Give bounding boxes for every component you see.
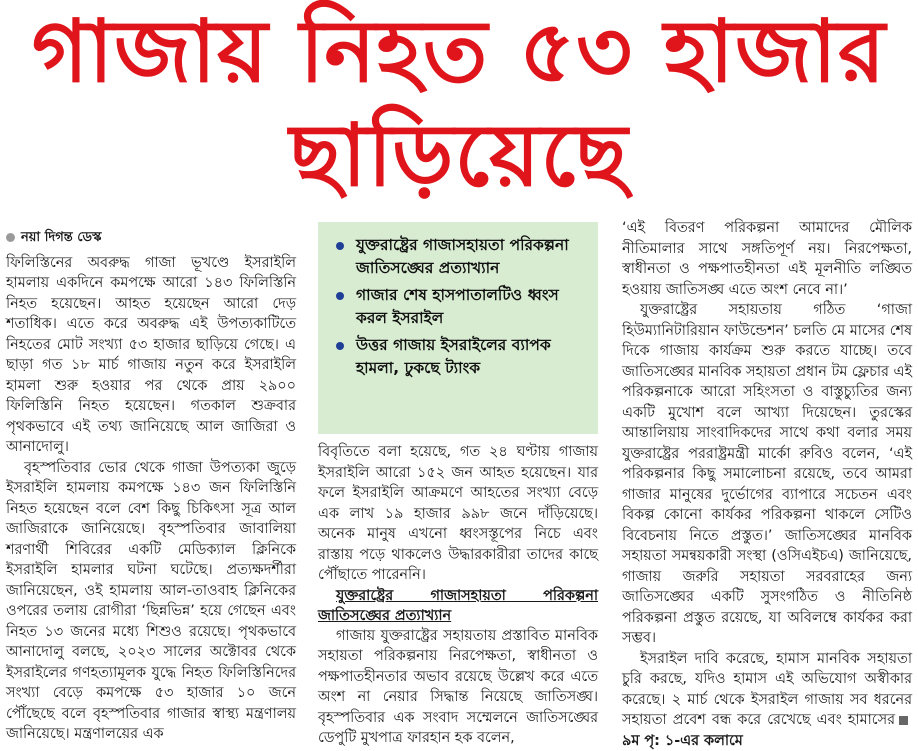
right-paragraph-3 [622, 649, 912, 751]
highlight-item [332, 334, 588, 380]
middle-paragraph-1: বিবৃতিতে বলা হয়েছে, গত ২৪ ঘণ্টায় গাজায় ইসরাইলি আরো ১৫২ জন আহত হয়েছেন। যার ফলে ইসরাইলি আক্রমণে আহতের সংখ্যা বেড়ে এক লাখ ১৯ হাজার ৯৯৮ জনে দাঁড়িয়েছে। অনেক মানুষ এখনো ধ্বংসস্তূপের নিচে এবং রাস্তায় পড়ে থাকলেও উদ্ধারকারীরা তাদের কাছে পৌঁছাতে পারেননি। [318, 442, 598, 586]
highlights-box [318, 222, 598, 434]
byline-dot-icon [6, 233, 15, 242]
left-paragraph-1: ফিলিস্তিনের অবরুদ্ধ গাজা ভূখণ্ডে ইসরাইলি হামলায় একদিনে কমপক্ষে আরো ১৪৩ ফিলিস্তিনি নিহত হয়েছেন। আহত হয়েছেন আরো দেড় শতাধিক। এতে করে অবরুদ্ধ এই উপত্যকাটিতে নিহতের মোট সংখ্যা ৫৩ হাজার ছাড়িয়ে গেছে। এ ছাড়া গত ১৮ মার্চ গাজায় নতুন করে ইসরাইলি হামলা শুরু হওয়ার পর থেকে প্রায় ২৯০০ ফিলিস্তিনি নিহত হয়েছেন। গতকাল শুক্রবার পৃথকভাবে এই তথ্য জানিয়েছে আল জাজিরা ও আনাদোলু। [6, 253, 296, 458]
middle-paragraph-2: গাজায় যুক্তরাষ্ট্রের সহায়তায় প্রস্তাবিত মানবিক সহায়তা পরিকল্পনায় নিরপেক্ষতা, স্বাধীনতা ও পক্ষপাতহীনতার অভাব রয়েছে উল্লেখ করে এতে অংশ না নেয়ার সিদ্ধান্ত নিয়েছে জাতিসঙ্ঘ। বৃহস্পতিবার এক সংবাদ সম্মেলনে জাতিসঙ্ঘের ডেপুটি মুখপাত্র ফারহান হক বলেন, [318, 626, 598, 749]
headline-line-2: ছাড়িয়েছে [0, 106, 918, 206]
byline-text: নয়া দিগন্ত ডেস্ক [21, 230, 101, 245]
left-paragraph-2: বৃহস্পতিবার ভোর থেকে গাজা উপত্যকা জুড়ে ইসরাইলি হামলায় কমপক্ষে ১৪৩ জন ফিলিস্তিনি নিহত হয়েছেন বলে বেশ কিছু চিকিৎসা সূত্র আল জাজিরাকে জানিয়েছে। বৃহস্পতিবার জাবালিয়া শরণার্থী শিবিরের একটি মেডিক্যাল ক্লিনিকে ইসরাইলি হামলার ঘটনা ঘটেছে। প্রত্যক্ষদর্শীরা জানিয়েছেন, ওই হামলায় আল-তাওবাহ ক্লিনিকের ওপরের তলায় রোগীরা ‘ছিন্নভিন্ন’ হয়ে গেছেন এবং নিহত ১৩ জনের মধ্যে শিশুও রয়েছে। পৃথকভাবে আনাদোলু বলছে, ২০২৩ সালের অক্টোবর থেকে ইসরাইলের গণহত্যামূলক যুদ্ধে নিহত ফিলিস্তিনিদের সংখ্যা বেড়ে কমপক্ষে ৫৩ হাজার ১০ জনে পৌঁছেছে বলে বৃহস্পতিবার গাজার স্বাস্থ্য মন্ত্রণালয় জানিয়েছে। মন্ত্রণালয়ের এক [6, 458, 296, 745]
bullet-icon [336, 342, 344, 350]
left-column [6, 228, 296, 745]
right-paragraph-1: ‘এই বিতরণ পরিকল্পনা আমাদের মৌলিক নীতিমালার সাথে সঙ্গতিপূর্ণ নয়। নিরপেক্ষতা, স্বাধীনতা ও পক্ষপাতহীনতা এই মূলনীতি লঙ্ঘিত হওয়ায় জাতিসঙ্ঘ এতে অংশ নেবে না।’ [622, 218, 912, 300]
middle-column [318, 442, 598, 749]
highlight-text: যুক্তরাষ্ট্রের গাজাসহায়তা পরিকল্পনা জাতিসঙ্ঘের প্রত্যাখ্যান [356, 236, 569, 277]
byline [6, 228, 296, 249]
right-paragraph-3-text: ইসরাইল দাবি করেছে, হামাস মানবিক সহায়তা চুরি করছে, যদিও হামাস এই অভিযোগ অস্বীকার করেছে। ২ মার্চ থেকে ইসরাইল গাজায় সব ধরনের সহায়তা প্রবেশ বন্ধ করে রেখেছে এবং হামাসের [622, 651, 912, 729]
section-subhead: যুক্তরাষ্ট্রের গাজাসহায়তা পরিকল্পনা জাতিসঙ্ঘের প্রত্যাখ্যান [318, 586, 598, 626]
highlight-item [332, 284, 588, 330]
bullet-icon [336, 292, 344, 300]
square-icon [899, 716, 908, 725]
headline-line-1: গাজায় নিহত ৫৩ হাজার [0, 2, 918, 102]
right-paragraph-2: যুক্তরাষ্ট্রের সহায়তায় গঠিত ‘গাজা হিউম্যানিটারিয়ান ফাউন্ডেশন’ চলতি মে মাসের শেষ দিকে গাজায় কার্যক্রম শুরু করতে যাচ্ছে। তবে জাতিসঙ্ঘের মানবিক সহায়তা প্রধান টম ফ্লেচার এই পরিকল্পনাকে আরো সহিংসতা ও বাস্তুচ্যুতির জন্য একটি মুখোশ বলে আখ্যা দিয়েছেন। তুরস্কের আন্তালিয়ায় সাংবাদিকদের সাথে কথা বলার সময় যুক্তরাষ্ট্রের পররাষ্ট্রমন্ত্রী মার্কো রুবিও বলেন, ‘এই পরিকল্পনার কিছু সমালোচনা রয়েছে, তবে আমরা গাজার মানুষের দুর্ভোগের ব্যাপারে সচেতন এবং বিকল্প কোনো কার্যকর পরিকল্পনা থাকলে সেটিও বিবেচনায় নিতে প্রস্তুত।’ জাতিসঙ্ঘের মানবিক সহায়তা সমন্বয়কারী সংস্থা (ওসিএইচএ) জানিয়েছে, গাজায় জরুরি সহায়তা সরবরাহের জন্য জাতিসঙ্ঘের একটি সুসংগঠিত ও নীতিনিষ্ঠ পরিকল্পনা প্রস্তুত রয়েছে, যা অবিলম্বে কার্যকর করা সম্ভব। [622, 300, 912, 649]
highlight-text: উত্তর গাজায় ইসরাইলের ব্যাপক হামলা, ঢুকছে ট্যাংক [356, 336, 551, 377]
highlight-text: গাজার শেষ হাসপাতালটিও ধ্বংস করল ইসরাইল [356, 286, 559, 327]
bullet-icon [336, 242, 344, 250]
highlight-item [332, 234, 588, 280]
right-column [622, 218, 912, 751]
continued-text: ৯ম পৃ: ১-এর কলামে [622, 733, 743, 749]
